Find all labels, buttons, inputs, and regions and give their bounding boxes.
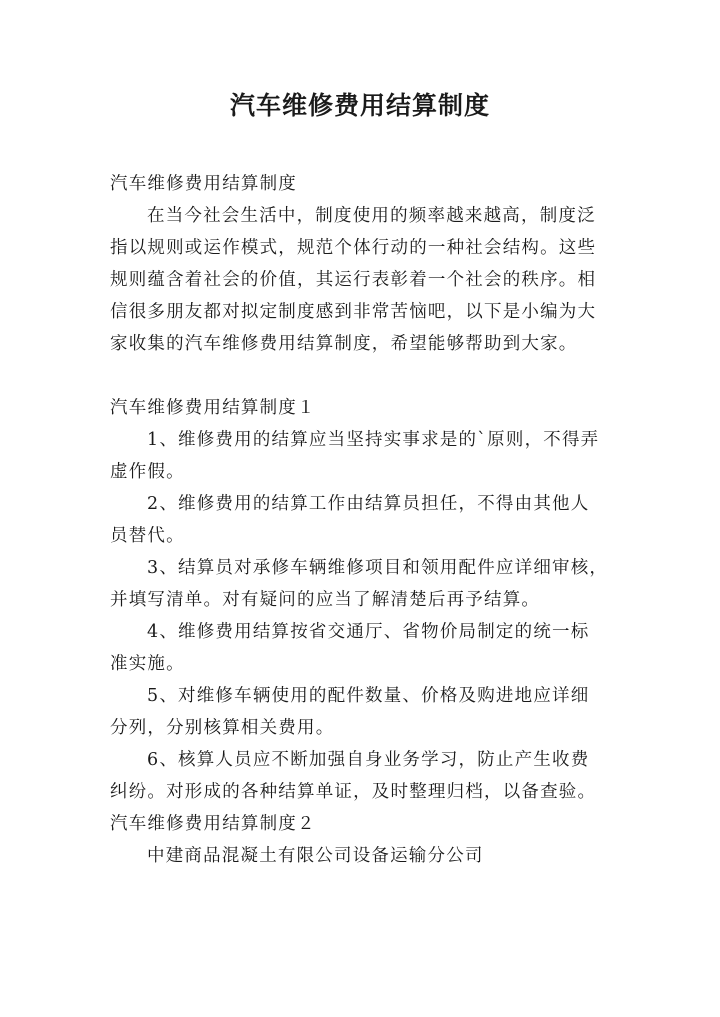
intro-paragraph-line: 家收集的汽车维修费用结算制度，希望能够帮助到大家。 (110, 334, 578, 354)
intro-paragraph-line: 信很多朋友都对拟定制度感到非常苦恼吧，以下是小编为大 (110, 302, 597, 322)
section-heading: 汽车维修费用结算制度１ (110, 398, 316, 418)
paragraph-gap (110, 360, 620, 392)
intro-paragraph-line: 在当今社会生活中，制度使用的频率越来越高，制度泛 (147, 206, 596, 226)
document-title: 汽车维修费用结算制度 (229, 91, 490, 120)
rule-item-line: 员替代。 (110, 526, 185, 546)
intro-paragraph-line: 指以规则或运作模式，规范个体行动的一种社会结构。这些 (110, 238, 597, 258)
rule-item-line: 4、维修费用结算按省交通厅、省物价局制定的统一标 (147, 622, 590, 642)
rule-item-line: 5、对维修车辆使用的配件数量、价格及购进地应详细 (147, 686, 590, 706)
rule-item-line: 并填写清单。对有疑问的应当了解清楚后再予结算。 (110, 590, 541, 610)
rule-item-line: 准实施。 (110, 654, 185, 674)
rule-item-line: 1、维修费用的结算应当坚持实事求是的`原则，不得弄 (147, 430, 600, 450)
rule-item-line: 2、维修费用的结算工作由结算员担任，不得由其他人 (147, 494, 590, 514)
section-heading: 汽车维修费用结算制度２ (110, 814, 316, 834)
rule-item-line: 虚作假。 (110, 462, 185, 482)
rule-item-line: 纠纷。对形成的各种结算单证，及时整理归档，以备查验。 (110, 782, 597, 802)
section-heading: 汽车维修费用结算制度 (110, 174, 297, 194)
document-body (110, 168, 620, 872)
company-name-line: 中建商品混凝土有限公司设备运输分公司 (147, 846, 484, 866)
intro-paragraph-line: 规则蕴含着社会的价值，其运行表彰着一个社会的秩序。相 (110, 270, 597, 290)
rule-item-line: 6、核算人员应不断加强自身业务学习，防止产生收费 (147, 750, 590, 770)
rule-item-line: 3、结算员对承修车辆维修项目和领用配件应详细审核， (147, 558, 609, 578)
rule-item-line: 分列，分别核算相关费用。 (110, 718, 335, 738)
